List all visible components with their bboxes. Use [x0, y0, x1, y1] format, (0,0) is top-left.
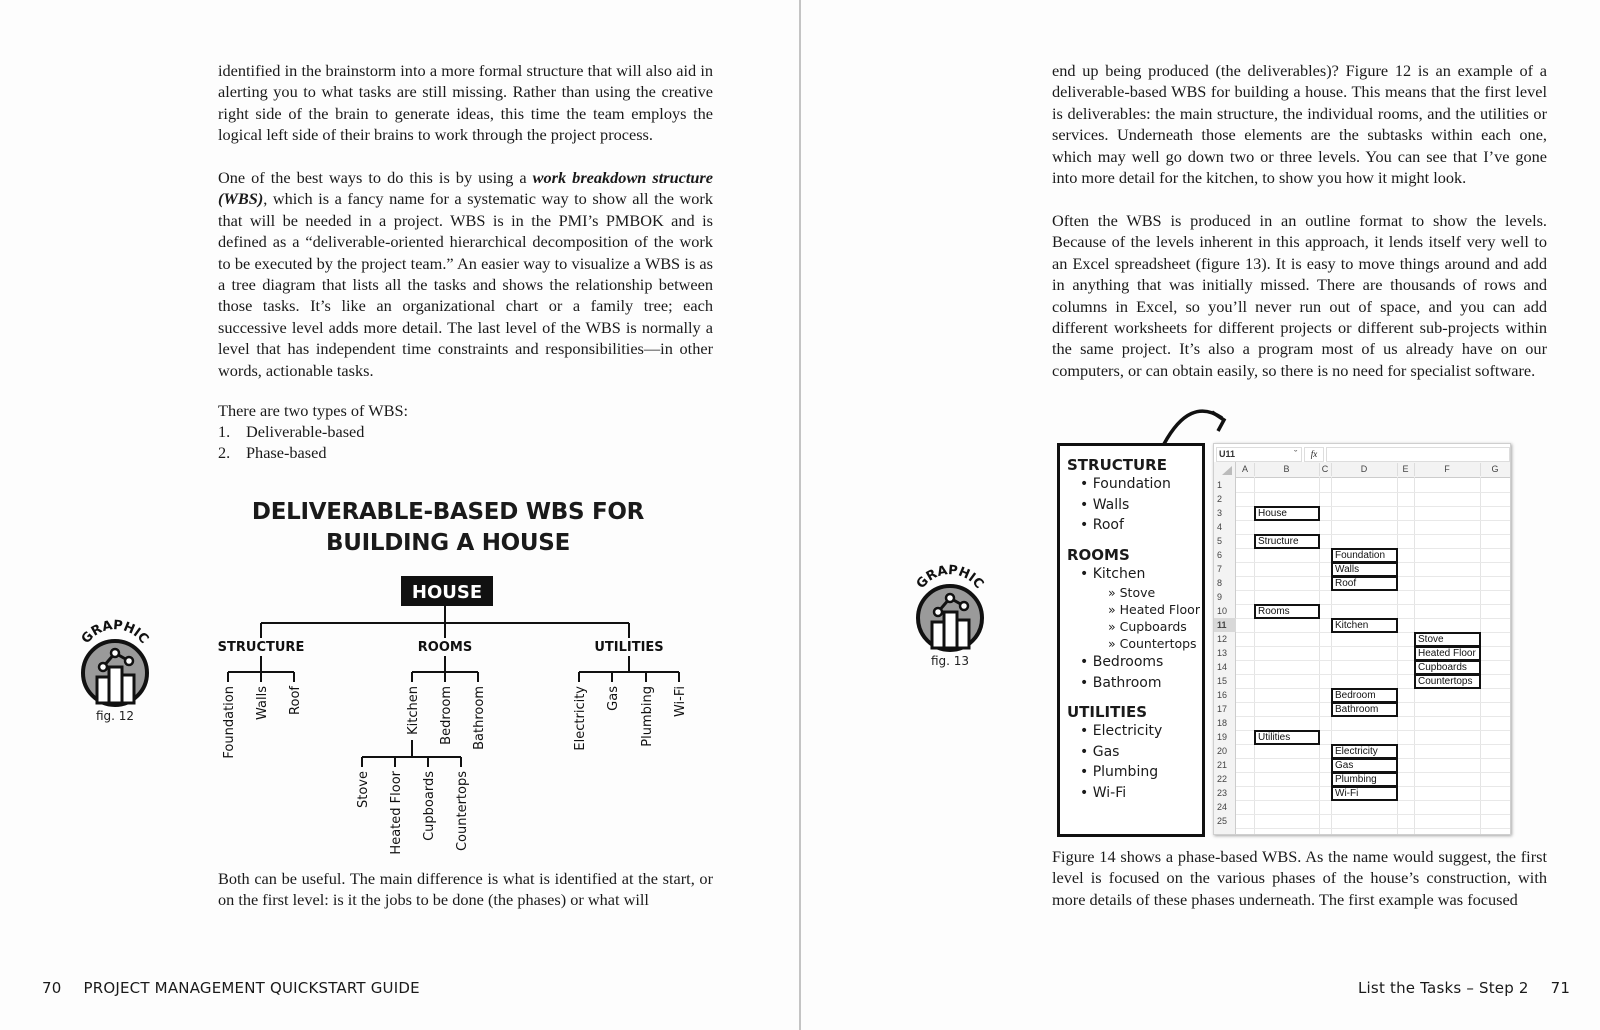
graphic-badge-fig12 — [70, 615, 160, 723]
para2-lead: One of the best ways to do this is by using a — [218, 168, 533, 187]
select-all-corner[interactable] — [1222, 466, 1232, 475]
list-item: 2. Phase-based — [218, 443, 327, 463]
row-header[interactable]: 25 — [1217, 816, 1228, 826]
outline-item: • Bathroom — [1080, 674, 1162, 691]
right-paragraph-1: end up being produced (the deliverables)? Figure 12 is an example of a deliverable-based WBS for building a house. This means that the first level is deliverables: the main structure, the individual rooms, and the utilities or services. Underneath those elements are the subtasks within each one, which may well go down two or three levels. You can see that I’ve gone into more detail for the kitchen, to show you how it might look. — [1052, 61, 1547, 188]
spreadsheet-cell[interactable]: Cupboards — [1414, 660, 1481, 675]
spreadsheet-cell[interactable]: Walls — [1331, 562, 1398, 577]
column-header[interactable]: E — [1397, 463, 1415, 476]
spreadsheet-cell[interactable]: Utilities — [1254, 730, 1320, 745]
bullet-icon: • — [1080, 565, 1093, 582]
gridline — [1236, 492, 1511, 493]
gridline — [1319, 477, 1320, 835]
spreadsheet-cell[interactable]: Plumbing — [1331, 772, 1398, 787]
row-header[interactable]: 8 — [1217, 578, 1223, 588]
row-header[interactable]: 15 — [1217, 676, 1228, 686]
row-header[interactable]: 12 — [1217, 634, 1228, 644]
row-header[interactable]: 23 — [1217, 788, 1228, 798]
fx-icon[interactable]: fx — [1304, 447, 1324, 462]
outline-item: • Gas — [1080, 743, 1120, 760]
row-header[interactable]: 13 — [1217, 648, 1228, 658]
outline-heading: STRUCTURE — [1067, 456, 1167, 474]
graphic-badge-fig13 — [905, 560, 995, 668]
spreadsheet-cell[interactable]: Roof — [1331, 576, 1398, 591]
branch-label: UTILITIES — [594, 640, 664, 655]
bullet-icon: • — [1080, 674, 1093, 691]
bullet-icon: • — [1080, 723, 1093, 739]
outline-subitem: » Stove — [1108, 585, 1156, 600]
outline-item: • Roof — [1080, 517, 1124, 533]
wbs-diagram-title: DELIVERABLE-BASED WBS FOR BUILDING A HOUSE — [251, 499, 645, 556]
right-paragraph-2: Often the WBS is produced in an outline format to show the levels. Because of the levels inherent in this approach, it lends itself very well to an Excel spreadsheet (figure 13). It is easy to move things around and add in anything that was initially missed. There are thousands of rows and columns in Excel, so you’ll never run out of space, and you can add different worksheets for different projects or different sub-projects within the same project. It’s also a program most of us already have on our computers, or can obtain easily, so there is no need for specialist software. — [1052, 211, 1547, 380]
leaf-label: Roof — [288, 686, 303, 715]
row-header[interactable]: 20 — [1217, 746, 1228, 756]
spreadsheet-cell[interactable]: Bedroom — [1331, 688, 1398, 703]
leaf-label: Cupboards — [422, 771, 437, 841]
leaf-label: Electricity — [573, 686, 588, 751]
row-header[interactable]: 6 — [1217, 550, 1223, 560]
page-number: 70 — [42, 979, 62, 997]
spreadsheet-cell[interactable]: Heated Floor — [1414, 646, 1481, 661]
running-head: List the Tasks – Step 2 — [1358, 979, 1529, 997]
para2-body: which is a fancy name for a systematic way to show all the work that will be needed in a project. WBS is in the PMI’s PMBOK and is defined as a “deliverable-oriented hierarchical decomposition of the work to be executed by the project team.” An easier way to visualize a WBS is as a tree diagram that lists all the tasks and shows the relationship between those tasks. It’s like an organizational chart or a family tree; each successive level adds more detail. The last level of the WBS is normally a level that has independent time constraints and responsibilities—in other words, actionable tasks. — [218, 189, 713, 380]
svg-text:GRAPHIC: GRAPHIC — [78, 618, 152, 647]
bullet-icon: • — [1080, 784, 1093, 801]
gridline — [1236, 814, 1511, 815]
row-header[interactable]: 11 — [1214, 618, 1236, 632]
bullet-icon: • — [1080, 654, 1093, 670]
outline-item: • Walls — [1080, 496, 1130, 513]
spreadsheet-cell[interactable]: Wi-Fi — [1331, 786, 1398, 801]
row-header[interactable]: 22 — [1217, 774, 1228, 784]
leaf-label: Plumbing — [640, 686, 655, 747]
name-box[interactable]: U11 ˇ — [1216, 447, 1302, 462]
formula-bar — [1214, 446, 1510, 461]
column-header[interactable]: B — [1254, 463, 1320, 476]
row-header[interactable]: 7 — [1217, 564, 1223, 574]
row-header[interactable]: 24 — [1217, 802, 1228, 812]
right-footer — [1358, 979, 1570, 997]
outline-subitem: » Cupboards — [1108, 619, 1187, 634]
row-header[interactable]: 1 — [1217, 480, 1223, 490]
row-header[interactable]: 10 — [1217, 606, 1228, 616]
column-header[interactable]: D — [1331, 463, 1398, 476]
left-footer — [42, 979, 420, 997]
outline-heading: UTILITIES — [1067, 703, 1147, 721]
column-header[interactable]: G — [1480, 463, 1511, 476]
bullet-icon: • — [1080, 496, 1093, 513]
outline-item: • Plumbing — [1080, 764, 1159, 780]
bullet-icon: • — [1080, 476, 1093, 492]
row-header[interactable]: 5 — [1217, 536, 1223, 546]
page-number: 71 — [1550, 979, 1571, 997]
spreadsheet-cell[interactable]: Rooms — [1254, 604, 1320, 619]
left-paragraph-closing: Both can be useful. The main difference is what is identified at the start, or on the first level: is it the jobs to be done (the phases) or what will — [218, 869, 713, 910]
column-header[interactable]: F — [1414, 463, 1481, 476]
left-paragraph-1: identified in the brainstorm into a more formal structure that will also aid in alerting you to what tasks are still missing. Rather than using the creative right side of the brain to generate ideas, this time the team employs the logical left side of their brains to work through the project process. — [218, 61, 713, 145]
outline-item: • Foundation — [1080, 476, 1171, 492]
row-header[interactable]: 17 — [1217, 704, 1228, 714]
leaf-label: Bedroom — [439, 686, 454, 745]
figure-caption: fig. 12 — [95, 709, 135, 723]
gridline — [1254, 477, 1255, 835]
leaf-label: Countertops — [455, 771, 470, 852]
outline-item: • Kitchen — [1080, 565, 1146, 582]
wbs-tree-diagram — [200, 570, 720, 860]
types-intro: There are two types of WBS: — [218, 401, 409, 420]
leaf-label: Bathroom — [472, 686, 487, 750]
spreadsheet-cell[interactable]: Stove — [1414, 632, 1481, 647]
row-header[interactable]: 4 — [1217, 522, 1223, 532]
spreadsheet-cell[interactable]: House — [1254, 506, 1320, 521]
row-header[interactable]: 16 — [1217, 690, 1228, 700]
spreadsheet-cell[interactable]: Bathroom — [1331, 702, 1398, 717]
bullet-icon: • — [1080, 764, 1093, 780]
wbs-outline-box — [1057, 443, 1205, 837]
spreadsheet-cell[interactable]: Electricity — [1331, 744, 1398, 759]
row-header[interactable]: 19 — [1217, 732, 1228, 742]
graphic-chart-icon — [905, 560, 995, 652]
branch-label: STRUCTURE — [217, 640, 305, 655]
gridline — [1510, 477, 1511, 835]
leaf-label: Stove — [356, 771, 371, 808]
wbs-term: work breakdown structure (WBS) — [218, 168, 713, 209]
row-header[interactable]: 18 — [1217, 718, 1228, 728]
row-header[interactable]: 9 — [1217, 592, 1223, 602]
running-head: PROJECT MANAGEMENT QUICKSTART GUIDE — [83, 979, 420, 997]
figure-caption: fig. 13 — [930, 654, 970, 668]
gridline — [1236, 828, 1511, 829]
wbs-types-list — [218, 421, 364, 464]
outline-heading: ROOMS — [1067, 545, 1130, 564]
spreadsheet-cell[interactable]: Structure — [1254, 534, 1320, 549]
leaf-label: Heated Floor — [389, 771, 404, 855]
formula-input[interactable] — [1326, 447, 1510, 462]
leaf-label: Foundation — [222, 686, 237, 759]
spreadsheet-cell[interactable]: Kitchen — [1331, 618, 1398, 633]
svg-text:GRAPHIC: GRAPHIC — [913, 563, 987, 592]
list-item: 1. Deliverable-based — [218, 422, 365, 441]
leaf-label: Gas — [606, 686, 621, 711]
branch-label: ROOMS — [417, 640, 473, 655]
outline-subitem: » Countertops — [1108, 636, 1197, 651]
outline-subitem: » Heated Floor — [1108, 602, 1200, 617]
root-label: HOUSE — [411, 582, 483, 603]
spreadsheet-cell[interactable]: Foundation — [1331, 548, 1398, 563]
spreadsheet-cell[interactable]: Gas — [1331, 758, 1398, 773]
row-header[interactable]: 21 — [1217, 760, 1228, 770]
column-header[interactable]: A — [1236, 463, 1255, 476]
excel-spreadsheet — [1213, 443, 1511, 835]
outline-item: • Electricity — [1080, 723, 1163, 739]
bullet-icon: • — [1080, 743, 1093, 760]
leaf-label: Wi-Fi — [673, 686, 688, 718]
row-header[interactable]: 2 — [1217, 494, 1223, 504]
page-gutter — [799, 0, 801, 1030]
left-paragraph-2: One of the best ways to do this is by using a work breakdown structure (WBS), which is a fancy name for a systematic way to show all the work that will be needed in a project. WBS is in the PMI’s PMBOK and is defined as a “deliverable-oriented hierarchical decomposition of the work to be executed by the project team.” An easier way to visualize a WBS is as a tree diagram that lists all the tasks and shows the relationship between those tasks. It’s like an organizational chart or a family tree; each successive level adds more detail. The last level of the WBS is normally a level that has independent time constraints and responsibilities—in other words, actionable tasks. — [218, 168, 713, 380]
spreadsheet-cell[interactable]: Countertops — [1414, 674, 1481, 689]
bullet-icon: • — [1080, 517, 1093, 533]
row-header[interactable]: 14 — [1217, 662, 1228, 672]
leaf-label: Kitchen — [406, 686, 421, 735]
graphic-chart-icon — [70, 615, 160, 707]
leaf-label: Walls — [255, 686, 270, 720]
outline-item: • Bedrooms — [1080, 654, 1164, 670]
row-header[interactable]: 3 — [1217, 508, 1223, 518]
outline-item: • Wi-Fi — [1080, 784, 1127, 801]
right-paragraph-3: Figure 14 shows a phase-based WBS. As the name would suggest, the first level is focused on the various phases of the house’s construction, with more details of these phases underneath. The first example was focused — [1052, 847, 1547, 909]
column-header[interactable]: C — [1319, 463, 1332, 476]
